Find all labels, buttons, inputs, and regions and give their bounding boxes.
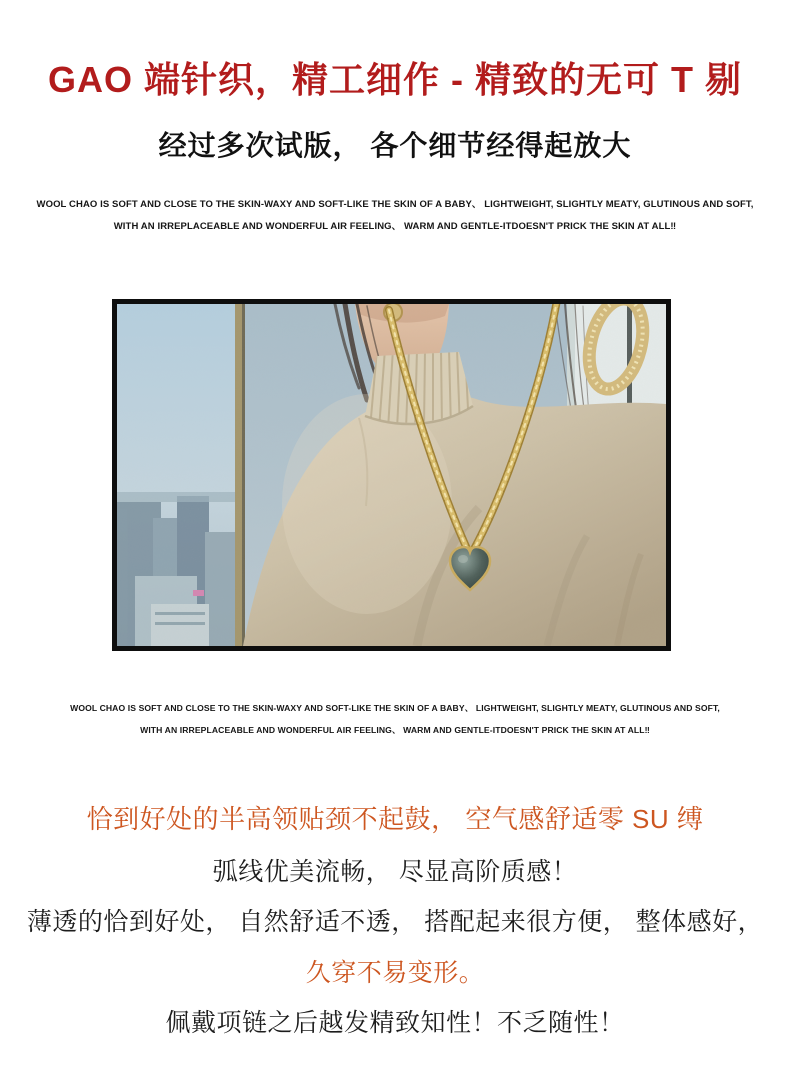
outro-english-line2: WITH AN IRREPLACEABLE AND WONDERFUL AIR FEELING、 WARM AND GENTLE-ITDOESN'T PRICK THE SKIN AT ALL‼ [140,725,650,735]
intro-english-text [0,194,790,238]
feature-line-curve: 弧线优美流畅， 尽显高阶质感！ [212,858,578,886]
feature-line-collar: 恰到好处的半高领贴颈不起鼓， 空气感舒适零 SU 缚 [86,804,704,834]
feature-line-durability: 久穿不易变形。 [305,959,485,987]
outro-english-line1: WOOL CHAO IS SOFT AND CLOSE TO THE SKIN-WAXY AND SOFT-LIKE THE SKIN OF A BABY、 LIGHTWEIGHT, SLIGHTLY MEATY, GLUTINOUS AND SOFT, [70,703,720,713]
page-subtitle: 经过多次试版， 各个细节经得起放大 [158,130,632,161]
feature-line-necklace: 佩戴项链之后越发精致知性！不乏随性！ [165,1009,625,1037]
intro-english-line2: WITH AN IRREPLACEABLE AND WONDERFUL AIR FEELING、 WARM AND GENTLE-ITDOESN'T PRICK THE SKIN AT ALL‼ [113,221,677,232]
outro-english-text [0,697,790,741]
page-title: GAO 端针织，精工细作 - 精致的无可 T 剔 [48,59,742,100]
feature-line-sheer: 薄透的恰到好处， 自然舒适不透， 搭配起来很方便， 整体感好， [26,908,764,936]
photo-grain-overlay [117,304,666,646]
product-photo-illustration [117,304,666,646]
intro-english-line1: WOOL CHAO IS SOFT AND CLOSE TO THE SKIN-WAXY AND SOFT-LIKE THE SKIN OF A BABY、 LIGHTWEIGHT, SLIGHTLY MEATY, GLUTINOUS AND SOFT, [36,199,754,210]
product-photo [112,299,671,651]
